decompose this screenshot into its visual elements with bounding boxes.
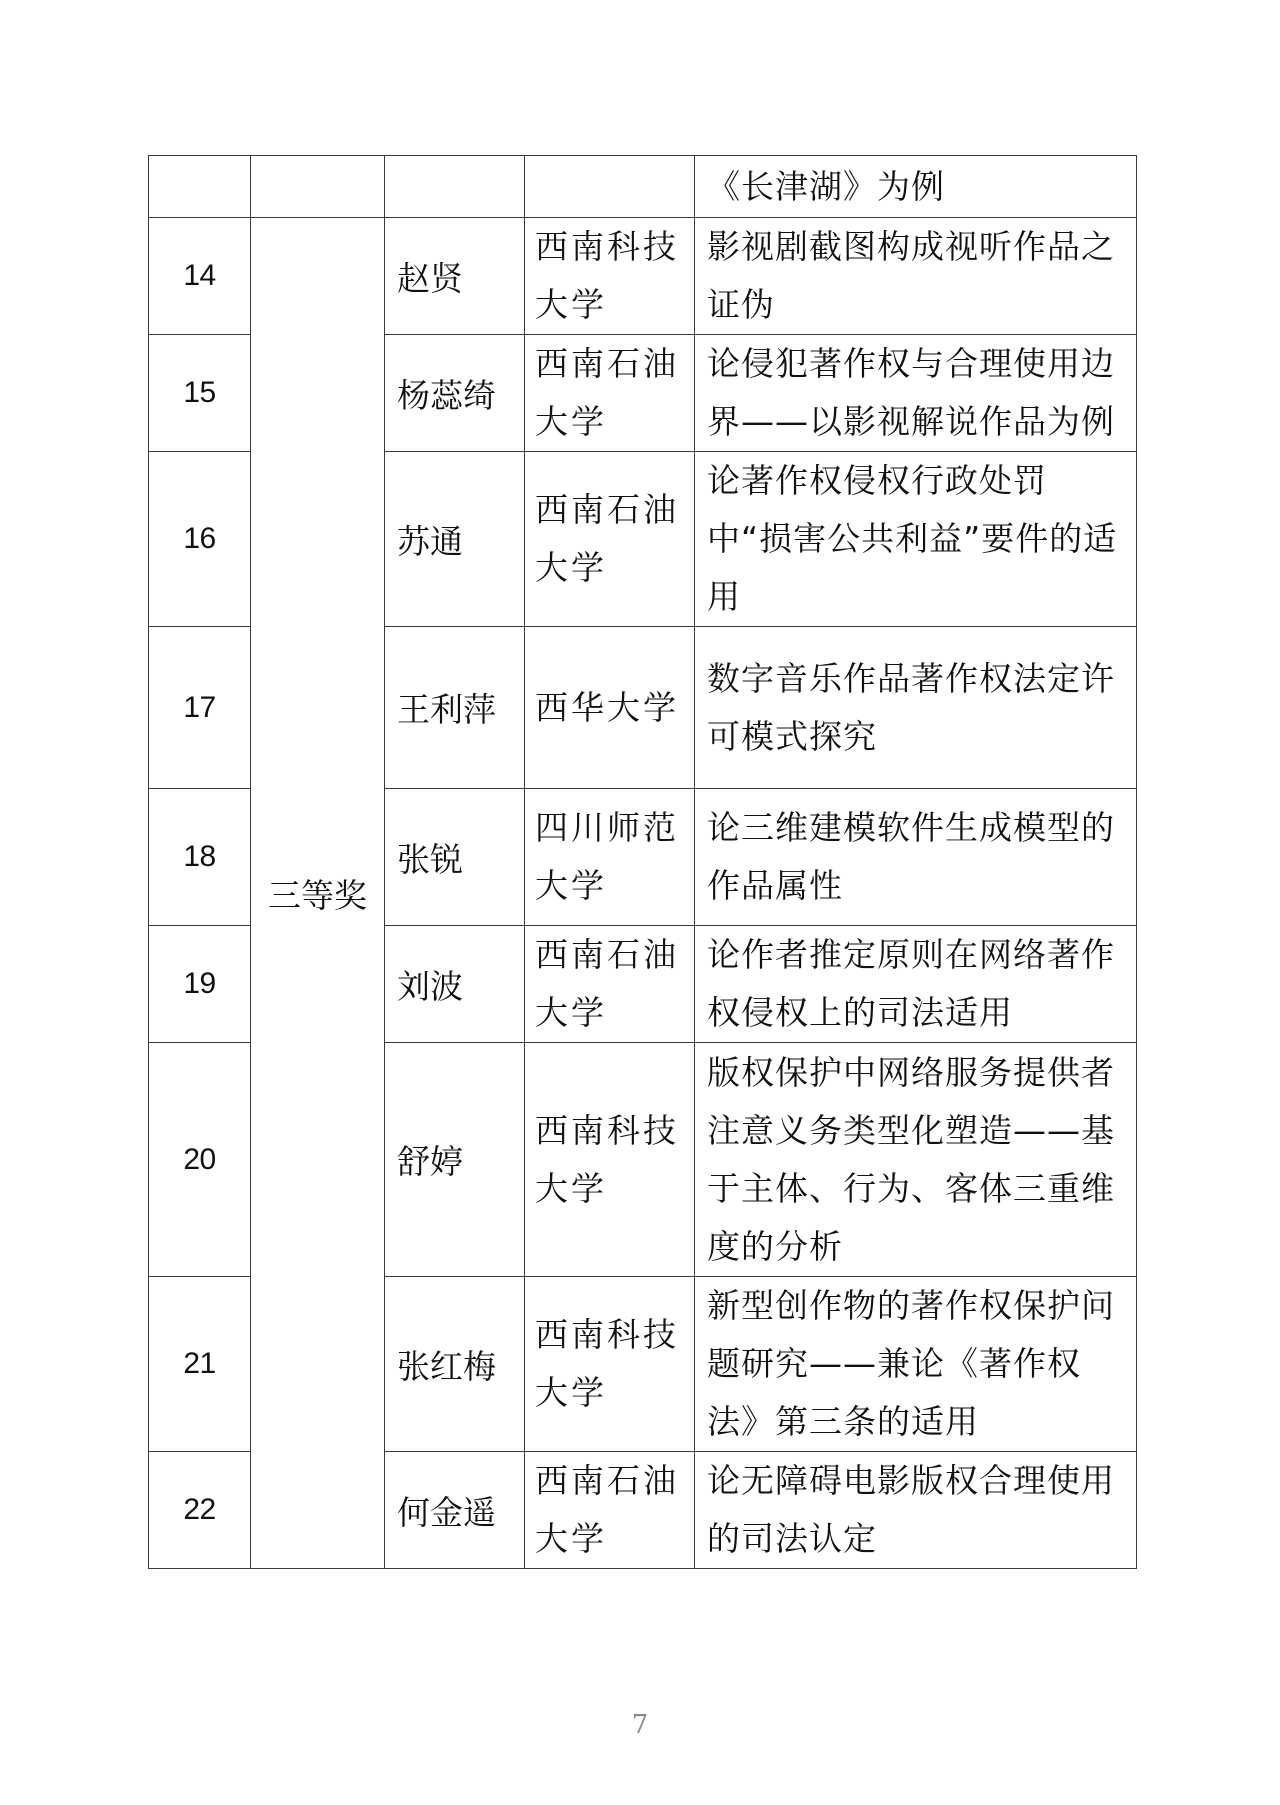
- cell-number: 19: [149, 926, 251, 1043]
- cell-number: [149, 156, 251, 218]
- cell-number: 17: [149, 627, 251, 789]
- cell-school: 西南石油大学: [525, 452, 695, 627]
- cell-prize-level: 三等奖: [251, 218, 385, 1569]
- table-row-continuation: [149, 156, 1137, 218]
- page-number: 7: [631, 1710, 649, 1740]
- cell-name: 舒婷: [385, 1043, 525, 1277]
- cell-number: 18: [149, 789, 251, 926]
- cell-name: 苏通: [385, 452, 525, 627]
- cell-title: 影视剧截图构成视听作品之证伪: [695, 218, 1137, 335]
- cell-school: 西南科技大学: [525, 1277, 695, 1452]
- cell-name: 张锐: [385, 789, 525, 926]
- cell-name: 赵贤: [385, 218, 525, 335]
- cell-name: 杨蕊绮: [385, 335, 525, 452]
- table-row: [149, 218, 1137, 335]
- cell-number: 22: [149, 1452, 251, 1569]
- cell-title: 数字音乐作品著作权法定许可模式探究: [695, 627, 1137, 789]
- cell-school: 西华大学: [525, 627, 695, 789]
- cell-title: 论三维建模软件生成模型的作品属性: [695, 789, 1137, 926]
- cell-name: 刘波: [385, 926, 525, 1043]
- cell-title: 《长津湖》为例: [695, 156, 1137, 218]
- cell-title: 论侵犯著作权与合理使用边界——以影视解说作品为例: [695, 335, 1137, 452]
- cell-school: [525, 156, 695, 218]
- cell-prize: [251, 156, 385, 218]
- cell-school: 西南科技大学: [525, 218, 695, 335]
- cell-title: 论无障碍电影版权合理使用的司法认定: [695, 1452, 1137, 1569]
- cell-name: 王利萍: [385, 627, 525, 789]
- cell-number: 16: [149, 452, 251, 627]
- cell-school: 西南石油大学: [525, 335, 695, 452]
- cell-school: 西南石油大学: [525, 1452, 695, 1569]
- award-table: [148, 155, 1137, 1569]
- cell-school: 西南石油大学: [525, 926, 695, 1043]
- cell-number: 14: [149, 218, 251, 335]
- cell-number: 15: [149, 335, 251, 452]
- cell-name: 何金遥: [385, 1452, 525, 1569]
- cell-title: 论著作权侵权行政处罚中“损害公共利益”要件的适用: [695, 452, 1137, 627]
- cell-number: 20: [149, 1043, 251, 1277]
- cell-title: 版权保护中网络服务提供者注意义务类型化塑造——基于主体、行为、客体三重维度的分析: [695, 1043, 1137, 1277]
- cell-name: [385, 156, 525, 218]
- cell-title: 论作者推定原则在网络著作权侵权上的司法适用: [695, 926, 1137, 1043]
- cell-school: 西南科技大学: [525, 1043, 695, 1277]
- cell-school: 四川师范大学: [525, 789, 695, 926]
- cell-number: 21: [149, 1277, 251, 1452]
- cell-name: 张红梅: [385, 1277, 525, 1452]
- cell-title: 新型创作物的著作权保护问题研究——兼论《著作权法》第三条的适用: [695, 1277, 1137, 1452]
